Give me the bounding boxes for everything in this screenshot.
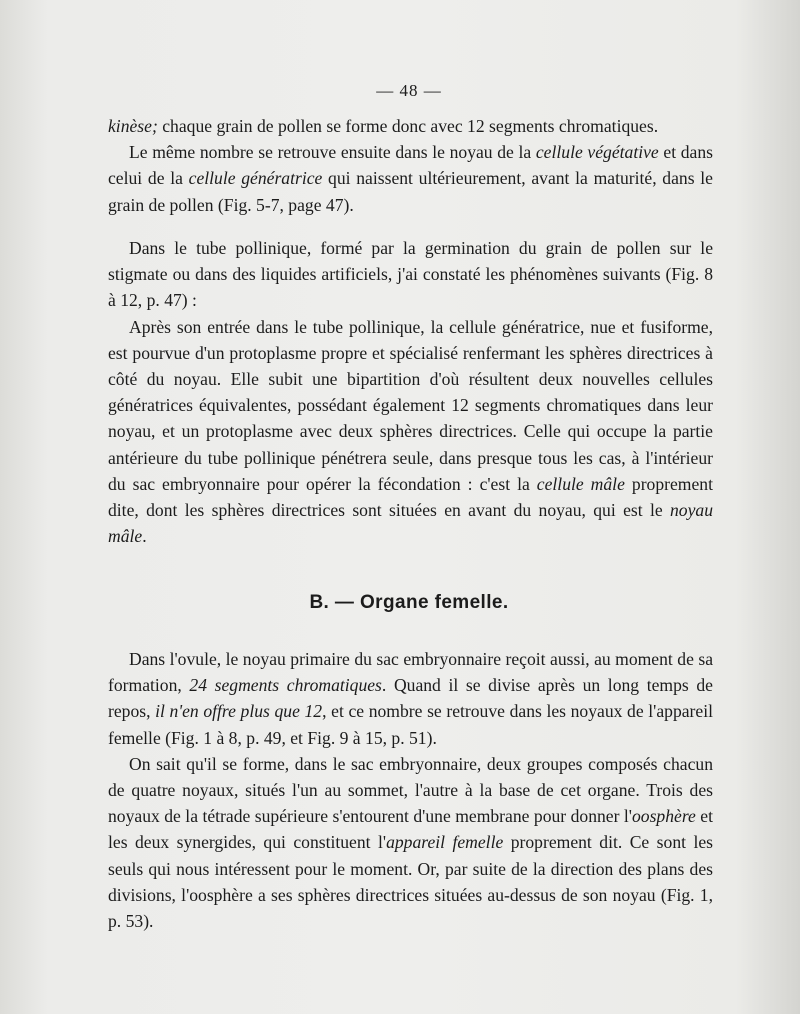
text-block-bottom: [108, 646, 713, 934]
text-run: Dans le tube pollinique, formé par la germination du grain de pollen sur le stigmate ou dans des liquides artificiels, j'ai constaté les phénomènes suivants (Fig. 8 à 12, p. 47) :: [108, 238, 713, 311]
italic-text: noyau mâle: [108, 500, 713, 547]
paragraph: [108, 314, 713, 550]
text-run: .: [142, 526, 147, 547]
italic-text: oosphère: [631, 806, 696, 827]
text-run: Dans l'ovule, le noyau primaire du sac embryonnaire reçoit aussi, au moment de sa formation,: [108, 649, 713, 696]
italic-text: cellule végétative: [535, 142, 659, 163]
italic-text: cellule génératrice: [188, 168, 323, 189]
text-block-top: [108, 113, 713, 218]
text-run: Le même nombre se retrouve ensuite dans le noyau de la: [129, 142, 536, 163]
italic-text: appareil femelle: [386, 832, 504, 853]
text-run: . Quand il se divise après un long temps de repos,: [108, 675, 713, 722]
italic-text: il n'en offre plus que 12: [155, 701, 323, 722]
text-run: proprement dite, dont les sphères directrices sont situées en avant du noyau, qui est le: [108, 473, 713, 521]
paragraph: [108, 113, 713, 139]
text-run: qui naissent ultérieurement, avant la maturité, dans le grain de pollen (Fig. 5-7, page 47).: [108, 168, 713, 215]
paragraph: [108, 235, 713, 314]
text-run: proprement dit. Ce sont les seuls qui nous intéressent pour le moment. Or, par suite de la direction des plans des divisions, l'oosphère a ses sphères directrices situées au-dessus de son noyau (Fig. 1, p. 53).: [108, 832, 713, 932]
italic-text: 24 segments chromatiques: [189, 675, 382, 696]
italic-text: kinèse;: [108, 116, 158, 136]
paragraph: [108, 751, 713, 934]
paragraph: [108, 646, 713, 751]
text-run: et dans celui de la: [108, 142, 713, 189]
paragraph: [108, 139, 713, 218]
text-run: , et ce nombre se retrouve dans les noyaux de l'appareil femelle (Fig. 1 à 8, p. 49, et Fig. 9 à 15, p. 51).: [108, 701, 713, 748]
text-block-middle: [108, 235, 713, 549]
italic-text: cellule mâle: [536, 473, 625, 494]
page-number: — 48 —: [376, 81, 442, 100]
section-heading: B. — Organe femelle.: [309, 592, 509, 613]
text-run: Après son entrée dans le tube pollinique, la cellule génératrice, nue et fusiforme, est pourvue d'un protoplasme propre et spécialisé renfermant les sphères directrices à côté du noyau. Elle subit une bipartition d'où résultent deux nouvelles cellules génératrices équivalentes, possédant également 12 segments chromatiques dans leur noyau, et un protoplasme avec deux sphères directrices. Celle qui occupe la partie antérieure du tube pollinique pénétrera seule, dans presque tous les cas, à l'intérieur du sac embryonnaire pour opérer la fécondation : c'est la: [108, 316, 713, 494]
text-run: On sait qu'il se forme, dans le sac embryonnaire, deux groupes composés chacun de quatre noyaux, situés l'un au sommet, l'autre à la base de cet organe. Trois des noyaux de la tétrade supérieure s'entourent d'une membrane pour donner l': [108, 753, 713, 827]
text-run: chaque grain de pollen se forme donc avec 12 segments chromatiques.: [157, 116, 659, 136]
text-run: et les deux synergides, qui constituent l': [108, 806, 713, 853]
